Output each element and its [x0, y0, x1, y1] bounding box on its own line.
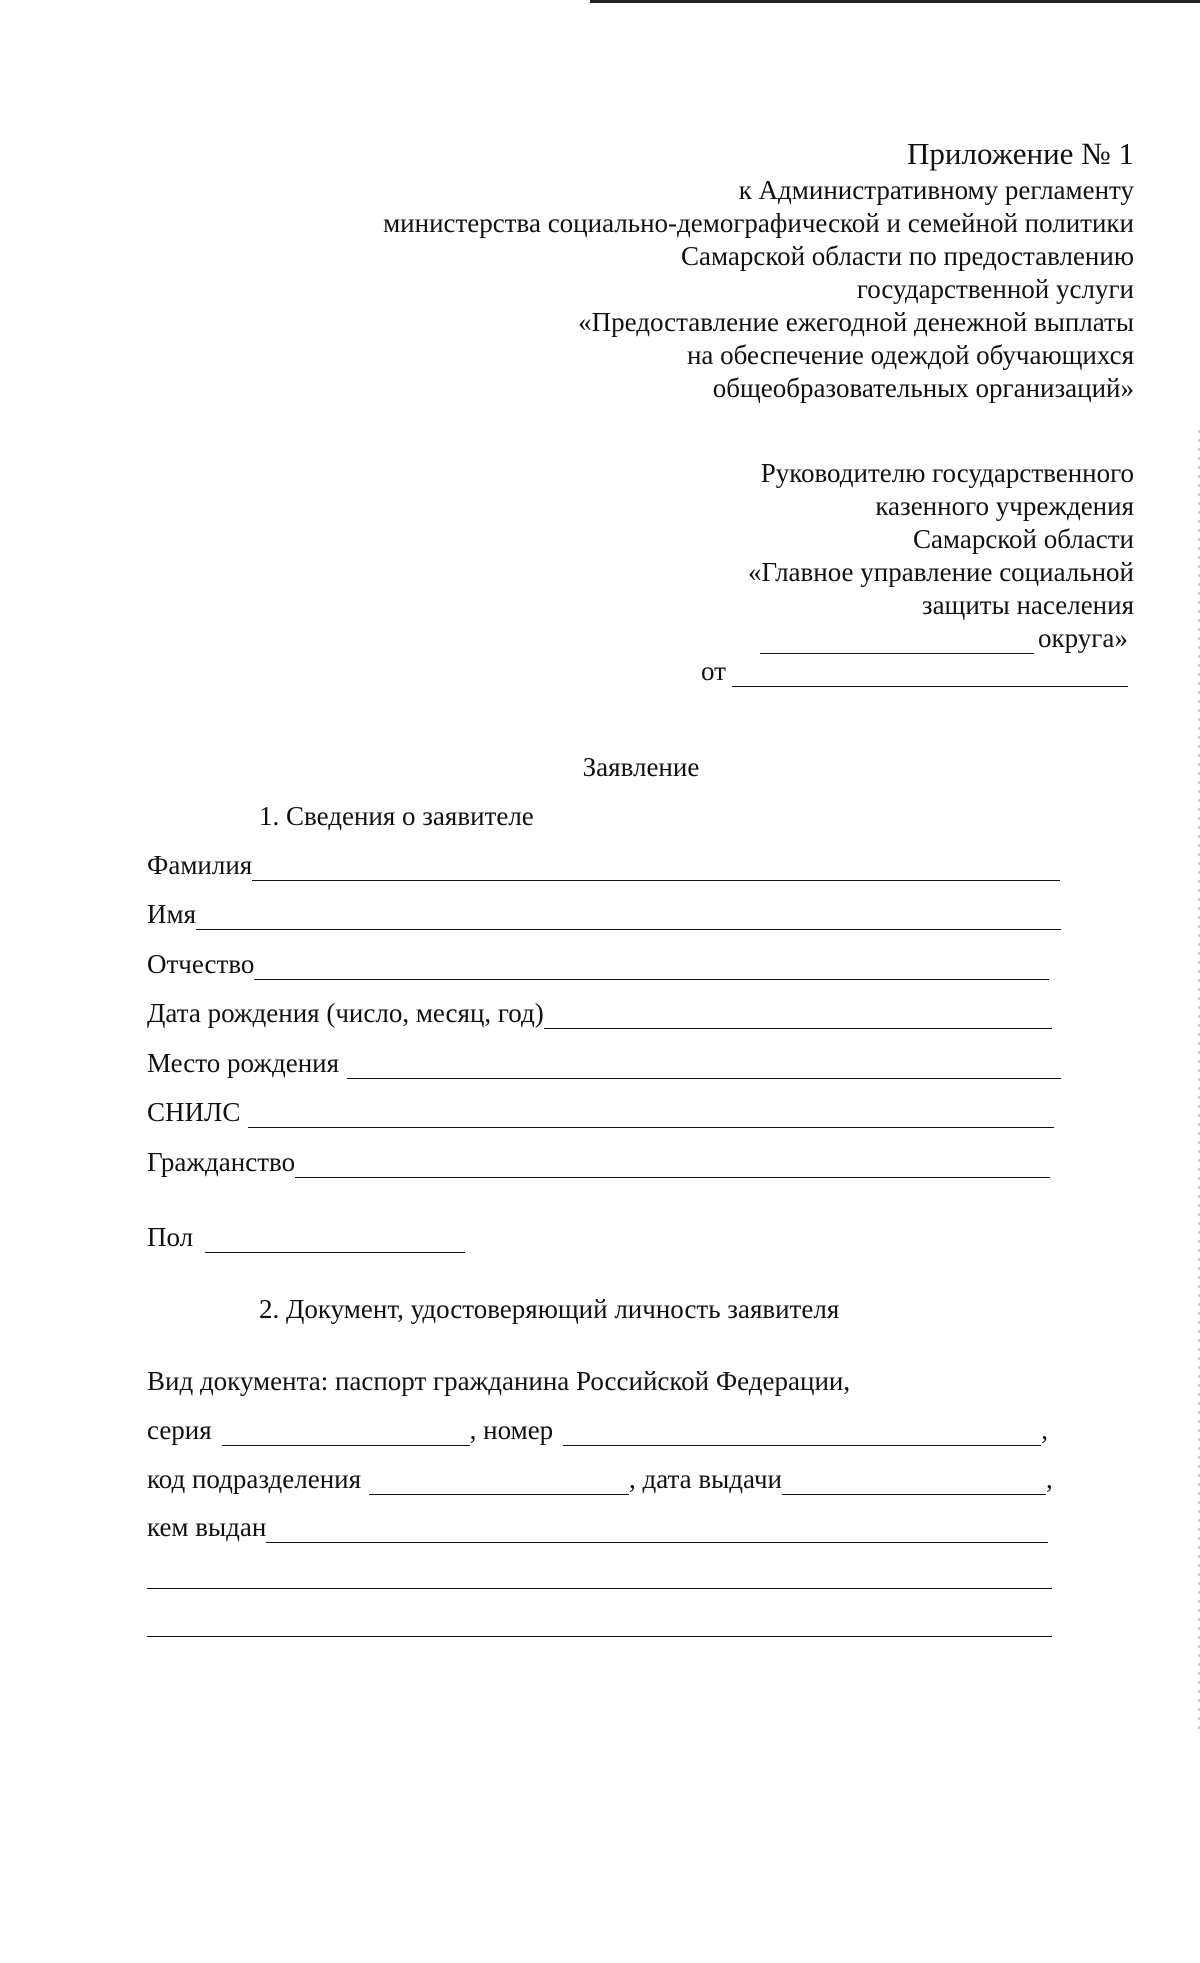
series-label: серия: [147, 1415, 212, 1445]
doc-type-text: Вид документа: паспорт гражданина Российской Федерации,: [147, 1366, 851, 1396]
number-label: , номер: [469, 1415, 554, 1445]
addressee-line: Самарской области: [912, 524, 1134, 554]
district-row: [760, 622, 1128, 654]
snils-field[interactable]: [248, 1100, 1054, 1128]
unit-date-row: [147, 1464, 1053, 1495]
issue-date-field[interactable]: [782, 1467, 1046, 1495]
issued-by-row: [147, 1512, 1048, 1543]
issued-by-extra-line-1[interactable]: [147, 1587, 1052, 1589]
issued-by-label: кем выдан: [147, 1512, 267, 1542]
birth-date-field[interactable]: [544, 1001, 1052, 1029]
district-field[interactable]: [760, 626, 1034, 654]
patronymic-row: [147, 949, 1049, 980]
name-row: [147, 899, 1061, 930]
patronymic-field[interactable]: [254, 952, 1049, 980]
name-field[interactable]: [196, 902, 1061, 930]
from-field[interactable]: [732, 659, 1128, 687]
annex-line: к Административному регламенту: [738, 175, 1134, 205]
sex-field[interactable]: [205, 1225, 465, 1253]
number-comma: ,: [1041, 1415, 1048, 1445]
series-number-row: [147, 1415, 1048, 1446]
surname-field[interactable]: [252, 853, 1060, 881]
annex-line: общеобразовательных организаций»: [712, 373, 1134, 403]
addressee-line: Руководителю государственного: [760, 458, 1134, 488]
section-2-heading: 2. Документ, удостоверяющий личность заявителя: [259, 1294, 840, 1324]
issued-by-extra-line-2[interactable]: [147, 1635, 1052, 1637]
citizenship-label: Гражданство: [147, 1147, 296, 1177]
issue-date-comma: ,: [1045, 1464, 1053, 1494]
citizenship-field[interactable]: [295, 1150, 1050, 1178]
document-title: Заявление: [582, 752, 700, 782]
district-suffix: округа»: [1038, 623, 1128, 653]
birth-date-label: Дата рождения (число, месяц, год): [147, 998, 544, 1028]
birth-place-field[interactable]: [347, 1051, 1061, 1079]
snils-label: СНИЛС: [147, 1097, 241, 1127]
citizenship-row: [147, 1147, 1050, 1178]
from-row: [701, 655, 1128, 687]
surname-label: Фамилия: [147, 850, 253, 880]
name-label: Имя: [147, 899, 197, 929]
patronymic-label: Отчество: [147, 949, 255, 979]
birth-date-row: [147, 998, 1052, 1029]
annex-line: «Предоставление ежегодной денежной выплаты: [578, 307, 1134, 337]
annex-header: [383, 134, 1134, 405]
unit-code-field[interactable]: [369, 1467, 629, 1495]
addressee-line: защиты населения: [921, 590, 1134, 620]
addressee-line: «Главное управление социальной: [747, 557, 1134, 587]
issued-by-field[interactable]: [266, 1515, 1048, 1543]
section-1-heading: 1. Сведения о заявителе: [259, 801, 534, 831]
birth-place-row: [147, 1048, 1061, 1079]
annex-line: государственной услуги: [856, 274, 1134, 304]
from-label: от: [701, 656, 726, 686]
annex-line: Самарской области по предоставлению: [680, 241, 1134, 271]
unit-code-label: код подразделения: [147, 1464, 362, 1494]
addressee-block: [748, 457, 1134, 622]
doc-type-row: [147, 1366, 850, 1397]
sex-label: Пол: [147, 1222, 194, 1252]
sex-row: [147, 1222, 465, 1253]
annex-line: на обеспечение одеждой обучающихся: [686, 340, 1134, 370]
surname-row: [147, 850, 1060, 881]
birth-place-label: Место рождения: [147, 1048, 340, 1078]
scan-top-edge: [590, 0, 1200, 3]
annex-line: министерства социально-демографической и семейной политики: [383, 208, 1134, 238]
snils-row: [147, 1097, 1054, 1128]
annex-number: Приложение № 1: [907, 136, 1134, 171]
series-field[interactable]: [222, 1418, 470, 1446]
issue-date-label: , дата выдачи: [629, 1464, 782, 1494]
addressee-line: казенного учреждения: [875, 491, 1134, 521]
number-field[interactable]: [563, 1418, 1041, 1446]
